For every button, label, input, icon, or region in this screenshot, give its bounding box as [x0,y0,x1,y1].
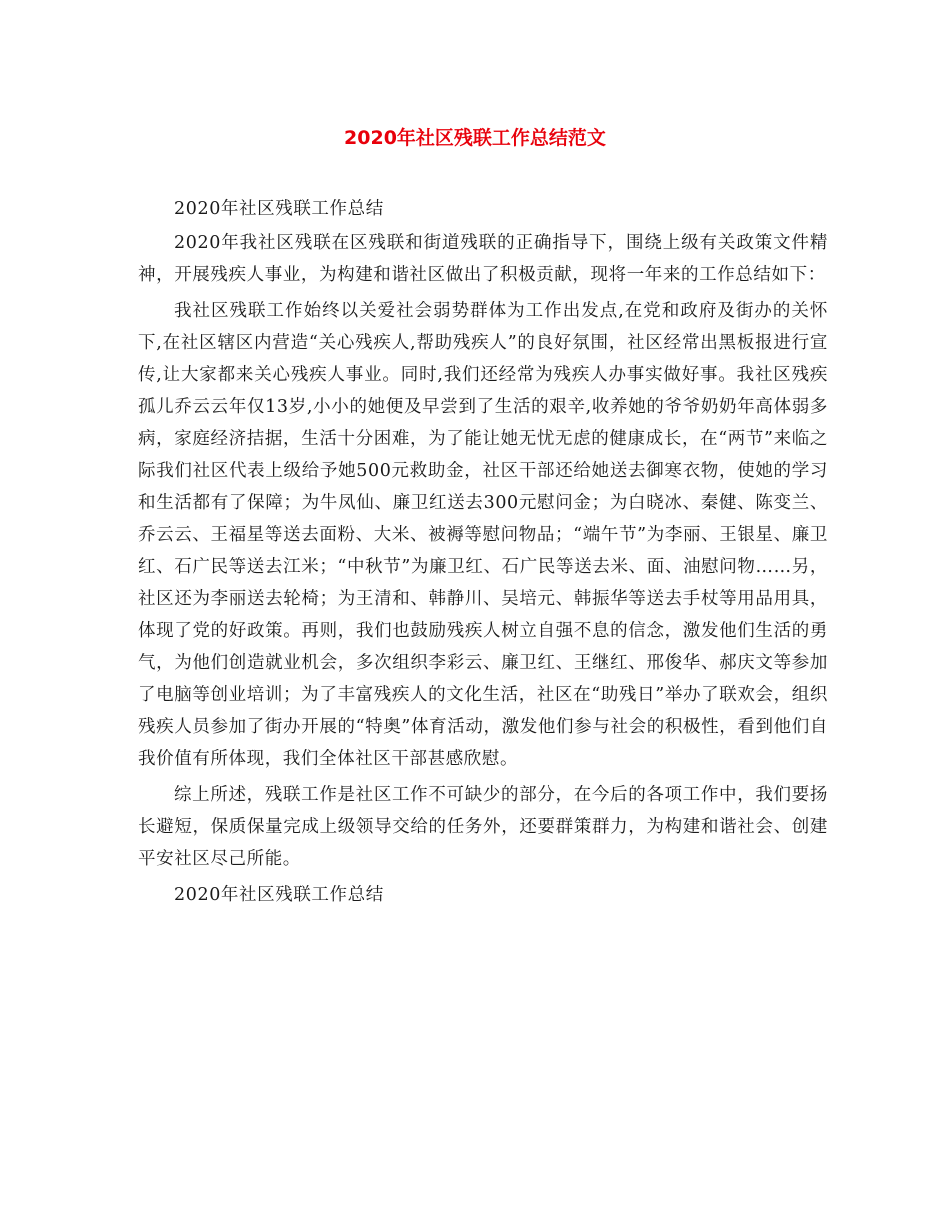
main-paragraph: 我社区残联工作始终以关爱社会弱势群体为工作出发点,在党和政府及街办的关怀下,在社区辖区内营造“关心残疾人,帮助残疾人”的良好氛围，社区经常出黑板报进行宣传,让大家都来关心残疾人事业。同时,我们还经常为残疾人办事实做好事。我社区残疾孤儿乔云云年仅13岁,小小的她便及早尝到了生活的艰辛,收养她的爷爷奶奶年高体弱多病，家庭经济拮据，生活十分困难，为了能让她无忧无虑的健康成长，在“两节”来临之际我们社区代表上级给予她500元救助金，社区干部还给她送去御寒衣物，使她的学习和生活都有了保障；为牛凤仙、廉卫红送去300元慰问金；为白晓冰、秦健、陈变兰、乔云云、王福星等送去面粉、大米、被褥等慰问物品；“端午节”为李丽、王银星、廉卫红、石广民等送去江米；“中秋节”为廉卫红、石广民等送去米、面、油慰问物……另，社区还为李丽送去轮椅；为王清和、韩静川、吴培元、韩振华等送去手杖等用品用具，体现了党的好政策。再则，我们也鼓励残疾人树立自强不息的信念，激发他们生活的勇气，为他们创造就业机会，多次组织李彩云、廉卫红、王继红、邢俊华、郝庆文等参加了电脑等创业培训；为了丰富残疾人的文化生活，社区在“助残日”举办了联欢会，组织残疾人员参加了街办开展的“特奥”体育活动，激发他们参与社会的积极性，看到他们自我价值有所体现，我们全体社区干部甚感欣慰。 [138,301,828,769]
section-heading: 2020年社区残联工作总结 [174,199,384,219]
closing-heading: 2020年社区残联工作总结 [174,885,384,905]
document-title: 2020年社区残联工作总结范文 [344,127,606,149]
document-body [138,193,828,913]
intro-paragraph: 2020年我社区残联在区残联和街道残联的正确指导下，围绕上级有关政策文件精神，开展残疾人事业，为构建和谐社区做出了积极贡献，现将一年来的工作总结如下： [138,233,828,285]
summary-paragraph: 综上所述，残联工作是社区工作不可缺少的部分，在今后的各项工作中，我们要扬长避短，保质保量完成上级领导交给的任务外，还要群策群力，为构建和谐社会、创建平安社区尽己所能。 [138,785,828,869]
